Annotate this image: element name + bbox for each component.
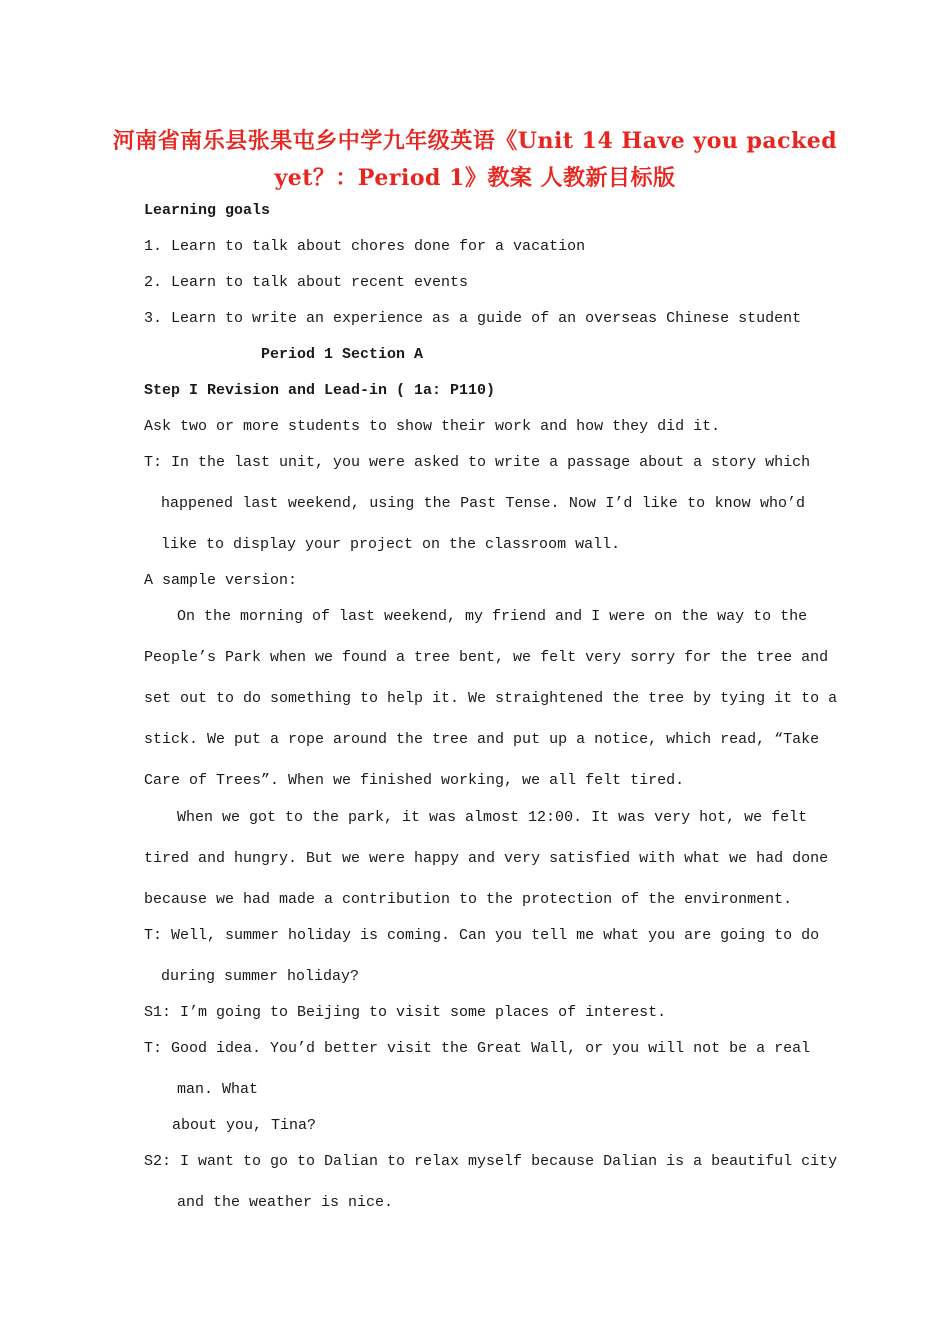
text-line: S2: I want to go to Dalian to relax myself because Dalian is a beautiful city — [144, 1153, 838, 1170]
document-title-line-2: yet？：Period 1》教案 人教新目标版 — [274, 165, 676, 191]
period-heading: Period 1 Section A — [261, 346, 424, 363]
section-heading-learning-goals: Learning goals — [144, 202, 271, 219]
text-line: set out to do something to help it. We straightened the tree by tying it to a — [144, 690, 838, 707]
goal-item-3: 3. Learn to write an experience as a guide of an overseas Chinese student — [144, 310, 802, 327]
text-line: T: Well, summer holiday is coming. Can you tell me what you are going to do — [144, 927, 820, 944]
text-line: and the weather is nice. — [177, 1194, 394, 1211]
text-line: Ask two or more students to show their work and how they did it. — [144, 418, 721, 435]
text-line: man. What — [177, 1081, 259, 1098]
goal-item-2: 2. Learn to talk about recent events — [144, 274, 469, 291]
goal-item-1: 1. Learn to talk about chores done for a vacation — [144, 238, 586, 255]
text-line: S1: I’m going to Beijing to visit some places of interest. — [144, 1004, 667, 1021]
text-line: about you, Tina? — [172, 1117, 317, 1134]
text-line: stick. We put a rope around the tree and put up a notice, which read, “Take — [144, 731, 820, 748]
text-line: Care of Trees”. When we finished working, we all felt tired. — [144, 772, 685, 789]
document-title-line-1: 河南省南乐县张果屯乡中学九年级英语《Unit 14 Have you packed — [112, 128, 838, 154]
text-line: When we got to the park, it was almost 12:00. It was very hot, we felt — [177, 809, 808, 826]
step-heading: Step I Revision and Lead-in ( 1a: P110) — [144, 382, 496, 399]
text-line: People’s Park when we found a tree bent, we felt very sorry for the tree and — [144, 649, 829, 666]
text-line: T: Good idea. You’d better visit the Great Wall, or you will not be a real — [144, 1040, 811, 1057]
text-line: happened last weekend, using the Past Tense. Now I’d like to know who’d — [161, 495, 805, 512]
text-line: On the morning of last weekend, my friend and I were on the way to the — [177, 608, 808, 625]
text-line: tired and hungry. But we were happy and very satisfied with what we had done — [144, 850, 829, 867]
text-line: during summer holiday? — [161, 968, 360, 985]
text-line: like to display your project on the classroom wall. — [161, 536, 621, 553]
text-line: because we had made a contribution to the protection of the environment. — [144, 891, 793, 908]
text-line: T: In the last unit, you were asked to write a passage about a story which — [144, 454, 811, 471]
text-line: A sample version: — [144, 572, 298, 589]
